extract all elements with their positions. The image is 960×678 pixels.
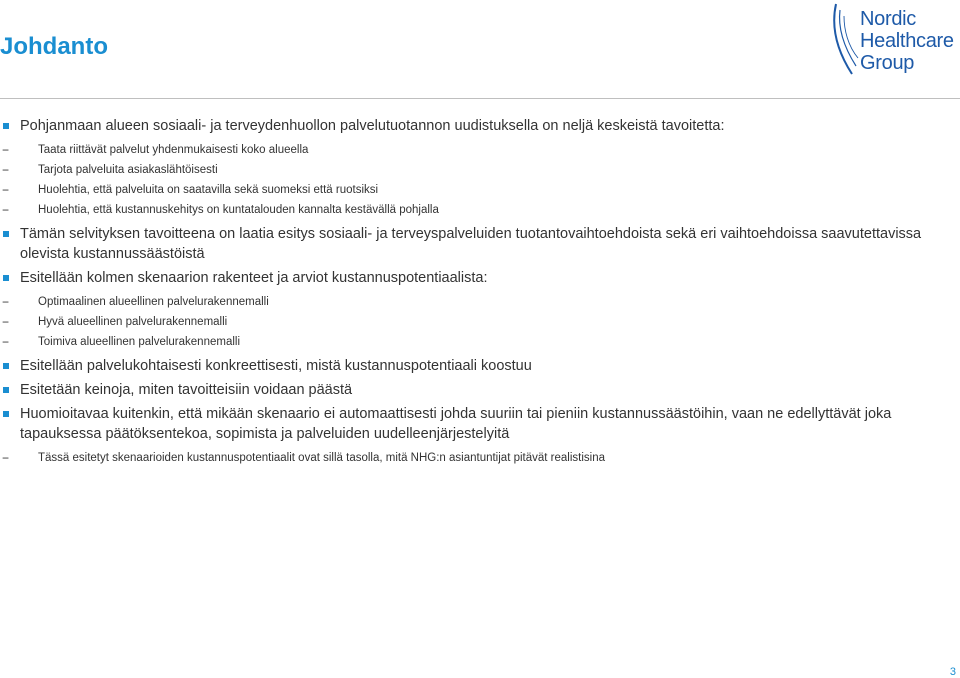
logo-text-line: Group	[860, 52, 915, 74]
sub-bullet-item	[0, 160, 950, 180]
bullet-group	[0, 224, 950, 264]
bullet-group	[0, 380, 950, 400]
sub-bullet-item	[0, 180, 950, 200]
bullet-item	[0, 404, 950, 444]
square-bullet-icon	[3, 275, 9, 281]
logo-text-line: Nordic	[860, 8, 916, 30]
bullet-group	[0, 356, 950, 376]
square-bullet-icon	[3, 411, 9, 417]
sub-bullet-text: Toimiva alueellinen palvelurakennemalli	[38, 336, 241, 348]
logo-text-line: Healthcare	[860, 30, 954, 52]
dash-bullet-icon: −	[2, 295, 10, 309]
sub-bullet-item	[0, 140, 950, 160]
bullet-text: Esitellään kolmen skenaarion rakenteet ja arviot kustannuspotentiaalista:	[20, 270, 488, 286]
bullet-text: Esitetään keinoja, miten tavoitteisiin voidaan päästä	[20, 382, 353, 398]
bullet-item	[0, 116, 950, 136]
square-bullet-icon	[3, 231, 9, 237]
sub-bullet-item	[0, 312, 950, 332]
sub-bullet-text: Hyvä alueellinen palvelurakennemalli	[38, 316, 228, 328]
bullet-item	[0, 224, 950, 264]
sub-bullet-text: Huolehtia, että palveluita on saatavilla sekä suomeksi että ruotsiksi	[38, 184, 379, 196]
slide-body	[0, 116, 950, 472]
bullet-text: Pohjanmaan alueen sosiaali- ja terveydenhuollon palvelutuotannon uudistuksella on neljä keskeistä tavoitetta:	[20, 118, 725, 134]
sub-bullet-text: Optimaalinen alueellinen palvelurakennemalli	[38, 296, 269, 308]
dash-bullet-icon: −	[2, 203, 10, 217]
sub-bullet-text: Taata riittävät palvelut yhdenmukaisesti koko alueella	[38, 144, 309, 156]
dash-bullet-icon: −	[2, 143, 10, 157]
company-logo	[830, 0, 960, 80]
dash-bullet-icon: −	[2, 451, 10, 465]
bullet-text: Huomioitavaa kuitenkin, että mikään skenaario ei automaattisesti johda suuriin tai pieniin kustannussäästöihin, vaan ne edellyttävät joka tapauksessa päätöksentekoa, sopimista ja palveluiden uudelleenjärjestelyitä	[20, 406, 892, 442]
header-divider	[0, 98, 960, 99]
sub-bullet-text: Huolehtia, että kustannuskehitys on kuntatalouden kannalta kestävällä pohjalla	[38, 204, 439, 216]
bullet-group	[0, 404, 950, 468]
sub-bullet-text: Tässä esitetyt skenaarioiden kustannuspotentiaalit ovat sillä tasolla, mitä NHG:n asiantuntijat pitävät realistisina	[38, 452, 605, 464]
square-bullet-icon	[3, 387, 9, 393]
page-title: Johdanto	[0, 33, 108, 60]
square-bullet-icon	[3, 123, 9, 129]
sub-bullet-item	[0, 332, 950, 352]
bullet-group	[0, 116, 950, 220]
dash-bullet-icon: −	[2, 163, 10, 177]
bullet-text: Esitellään palvelukohtaisesti konkreettisesti, mistä kustannuspotentiaali koostuu	[20, 358, 532, 374]
bullet-item	[0, 356, 950, 376]
page-number: 3	[949, 666, 956, 678]
sub-bullet-item	[0, 448, 950, 468]
sub-bullet-item	[0, 200, 950, 220]
bullet-item	[0, 380, 950, 400]
dash-bullet-icon: −	[2, 315, 10, 329]
bullet-group	[0, 268, 950, 352]
dash-bullet-icon: −	[2, 183, 10, 197]
sub-bullet-text: Tarjota palveluita asiakaslähtöisesti	[38, 164, 218, 176]
dash-bullet-icon: −	[2, 335, 10, 349]
bullet-item	[0, 268, 950, 288]
square-bullet-icon	[3, 363, 9, 369]
bullet-text: Tämän selvityksen tavoitteena on laatia esitys sosiaali- ja terveyspalveluiden tuotantovaihtoehdoista sekä eri vaihtoehdoissa saavutettavissa olevista kustannussäästöistä	[20, 226, 922, 262]
sub-bullet-item	[0, 292, 950, 312]
